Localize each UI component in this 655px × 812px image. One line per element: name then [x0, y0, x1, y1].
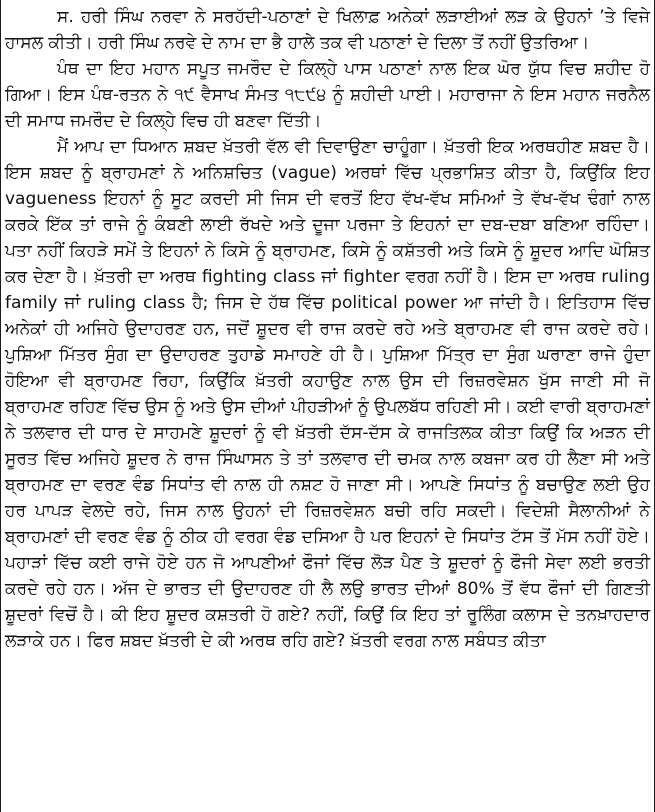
paragraph-jamrud-martyrdom: ਪੰਥ ਦਾ ਇਹ ਮਹਾਨ ਸਪੂਤ ਜਮਰੌਦ ਦੇ ਕਿਲ੍ਹੇ ਪਾਸ ਪਠਾਣਾਂ ਨਾਲ ਇਕ ਘੋਰ ਯੁੱਧ ਵਿਚ ਸ਼ਹੀਦ ਹੋ ਗਿਆ। ਇਸ ਪੰਥ-ਰਤਨ ਨੇ ੧੯ ਵੈਸਾਖ ਸੰਮਤ ੧੮੯੪ ਨੂੰ ਸ਼ਹੀਦੀ ਪਾਈ। ਮਹਾਰਾਜਾ ਨੇ ਇਸ ਮਹਾਨ ਜਰਨੈਲ ਦੀ ਸਮਾਧ ਜਮਰੌਦ ਦੇ ਕਿਲ੍ਹੇ ਵਿਚ ਹੀ ਬਣਵਾ ਦਿੱਤੀ। [5, 59, 650, 131]
paragraph-khatri-meaning: ਮੈਂ ਆਪ ਦਾ ਧਿਆਨ ਸ਼ਬਦ ਖ਼ੱਤਰੀ ਵੱਲ ਵੀ ਦਿਵਾਉਣਾ ਚਾਹੂੰਗਾ। ਖ਼ੱਤਰੀ ਇਕ ਅਰਥਹੀਣ ਸ਼ਬਦ ਹੈ। ਇਸ ਸ਼ਬਦ ਨੂੰ ਬ੍ਰਾਹਮਣਾਂ ਨੇ ਅਨਿਸ਼ਚਿਤ (vague) ਅਰਥਾਂ ਵਿੱਚ ਪ੍ਰਭਾਸ਼ਿਤ ਕੀਤਾ ਹੈ, ਕਿਉਂਕਿ ਇਹ vagueness ਇਹਨਾਂ ਨੂੰ ਸੂਟ ਕਰਦੀ ਸੀ ਜਿਸ ਦੀ ਵਰਤੋਂ ਇਹ ਵੱਖ-ਵੱਖ ਸਮਿਆਂ ਤੇ ਵੱਖ-ਵੱਖ ਢੰਗਾਂ ਨਾਲ ਕਰਕੇ ਇੱਕ ਤਾਂ ਰਾਜੇ ਨੂੰ ਕੰਬਣੀ ਲਾਈ ਰੱਖਦੇ ਅਤੇ ਦੂਜਾ ਪਰਜਾ ਤੇ ਇਹਨਾਂ ਦਾ ਦਬ-ਦਬਾ ਬਣਿਆ ਰਹਿੰਦਾ। ਪਤਾ ਨਹੀਂ ਕਿਹੜੇ ਸਮੇਂ ਤੇ ਇਹਨਾਂ ਨੇ ਕਿਸੇ ਨੂੰ ਬ੍ਰਾਹਮਣ, ਕਿਸੇ ਨੂੰ ਕਸ਼ੱਤਰੀ ਅਤੇ ਕਿਸੇ ਨੂੰ ਸ਼ੂਦਰ ਆਦਿ ਘੋਸ਼ਿਤ ਕਰ ਦੇਣਾ ਹੈ। ਖ਼ੱਤਰੀ ਦਾ ਅਰਥ fighting class ਜਾਂ fighter ਵਰਗ ਨਹੀਂ ਹੈ। ਇਸ ਦਾ ਅਰਥ ruling family ਜਾਂ ruling class ਹੈ; ਜਿਸ ਦੇ ਹੱਥ ਵਿੱਚ political power ਆ ਜਾਂਦੀ ਹੈ। ਇਤਿਹਾਸ ਵਿੱਚ ਅਨੇਕਾਂ ਹੀ ਅਜਿਹੇ ਉਦਾਹਰਣ ਹਨ, ਜਦੋਂ ਸ਼ੂਦਰ ਵੀ ਰਾਜ ਕਰਦੇ ਰਹੇ ਅਤੇ ਬ੍ਰਾਹਮਣ ਵੀ ਰਾਜ ਕਰਦੇ ਰਹੇ। ਪੁਸ਼ਿਆ ਮਿੱਤਰ ਸੁੰਗ ਦਾ ਉਦਾਹਰਣ ਤੁਹਾਡੇ ਸਮਾਹਣੇ ਹੀ ਹੈ। ਪੁਸ਼ਿਆ ਮਿੱਤ੍ਰ ਦਾ ਸੁੰਗ ਘਰਾਣਾ ਰਾਜੇ ਹੁੰਦਾ ਹੋਇਆ ਵੀ ਬ੍ਰਾਹਮਣ ਰਿਹਾ, ਕਿਉਂਕਿ ਖ਼ੱਤਰੀ ਕਹਾਉਣ ਨਾਲ ਉਸ ਦੀ ਰਿਜ਼ਰਵੇਸ਼ਨ ਖੁੱਸ ਜਾਣੀ ਸੀ ਜੋ ਬ੍ਰਾਹਮਣ ਰਹਿਣ ਵਿੱਚ ਉਸ ਨੂੰ ਅਤੇ ਉਸ ਦੀਆਂ ਪੀਹੜੀਆਂ ਨੂੰ ਉਪਲਬੱਧ ਰਹਿਣੀ ਸੀ। ਕਈ ਵਾਰੀ ਬ੍ਰਾਹਮਣਾਂ ਨੇ ਤਲਵਾਰ ਦੀ ਧਾਰ ਦੇ ਸਾਹਮਣੇ ਸ਼ੂਦਰਾਂ ਨੂੰ ਵੀ ਖ਼ੱਤਰੀ ਦੱਸ-ਦੱਸ ਕੇ ਰਾਜਤਿਲਕ ਕੀਤਾ ਕਿਉਂ ਕਿ ਅੜਨ ਦੀ ਸੂਰਤ ਵਿੱਚ ਅਜਿਹੇ ਸ਼ੂਦਰ ਨੇ ਰਾਜ ਸਿੰਘਾਸਨ ਤੇ ਤਾਂ ਤਲਵਾਰ ਦੀ ਚਮਕ ਨਾਲ ਕਬਜਾ ਕਰ ਹੀ ਲੈਣਾ ਸੀ ਅਤੇ ਬ੍ਰਾਹਮਣ ਦਾ ਵਰਣ ਵੰਡ ਸਿਧਾਂਤ ਵੀ ਨਾਲ ਹੀ ਨਸ਼ਟ ਹੋ ਜਾਣਾ ਸੀ। ਆਪਣੇ ਸਿਧਾਂਤ ਨੂੰ ਬਚਾਉਣ ਲਈ ਉਹ ਹਰ ਪਾਪੜ ਵੇਲਦੇ ਰਹੇ, ਜਿਸ ਨਾਲ ਉਹਨਾਂ ਦੀ ਰਿਜ਼ਰਵੇਸ਼ਨ ਬਚੀ ਰਹਿ ਸਕਦੀ। ਵਿਦੇਸ਼ੀ ਸੈਲਾਨੀਆਂ ਨੇ ਬ੍ਰਾਹਮਣਾਂ ਦੀ ਵਰਣ ਵੰਡ ਨੂੰ ਠੀਕ ਹੀ ਵਰਗ ਵੰਡ ਦਸਿਆ ਹੈ ਪਰ ਇਹਨਾਂ ਦੇ ਸਿਧਾਂਤ ਟੱਸ ਤੋਂ ਮੱਸ ਨਹੀਂ ਹੋਏ। ਪਹਾੜਾਂ ਵਿੱਚ ਕਈ ਰਾਜੇ ਹੋਏ ਹਨ ਜੋ ਆਪਣੀਆਂ ਫੌਜਾਂ ਵਿੱਚ ਲੋੜ ਪੈਣ ਤੇ ਸ਼ੂਦਰਾਂ ਨੂੰ ਫੌਜੀ ਸੇਵਾ ਲਈ ਭਰਤੀ ਕਰਦੇ ਰਹੇ ਹਨ। ਅੱਜ ਦੇ ਭਾਰਤ ਦੀ ਉਦਾਹਰਣ ਹੀ ਲੈ ਲਉ ਭਾਰਤ ਦੀਆਂ 80% ਤੋਂ ਵੱਧ ਫੌਜਾਂ ਦੀ ਗਿਣਤੀ ਸ਼ੂਦਰਾਂ ਵਿਚੋਂ ਹੈ। ਕੀ ਇਹ ਸ਼ੂਦਰ ਕਸ਼ਤਰੀ ਹੋ ਗਏ? ਨਹੀਂ, ਕਿਉਂ ਕਿ ਇਹ ਤਾਂ ਰੂਲਿੰਗ ਕਲਾਸ ਦੇ ਤਨਖ਼ਾਹਦਾਰ ਲੜਾਕੇ ਹਨ। ਫਿਰ ਸ਼ਬਦ ਖ਼ੱਤਰੀ ਦੇ ਕੀ ਅਰਥ ਰਹਿ ਗਏ? ਖ਼ੱਤਰੀ ਵਰਗ ਨਾਲ ਸਬੰਧਤ ਕੀਤਾ [5, 137, 650, 651]
paragraph-hari-singh-nalwa: ਸ. ਹਰੀ ਸਿੰਘ ਨਰਵਾ ਨੇ ਸਰਹੱਦੀ-ਪਠਾਣਾਂ ਦੇ ਖਿਲਾਫ਼ ਅਨੇਕਾਂ ਲੜਾਈਆਂ ਲੜ ਕੇ ਉਹਨਾਂ ’ਤੇ ਵਿਜੇ ਹਾਸਲ ਕੀਤੀ। ਹਰੀ ਸਿੰਘ ਨਰਵੇ ਦੇ ਨਾਮ ਦਾ ਭੈ ਹਾਲੇ ਤਕ ਵੀ ਪਠਾਣਾਂ ਦੇ ਦਿਲਾ ਤੋਂ ਨਹੀਂ ਉਤਰਿਆ। [5, 7, 650, 53]
